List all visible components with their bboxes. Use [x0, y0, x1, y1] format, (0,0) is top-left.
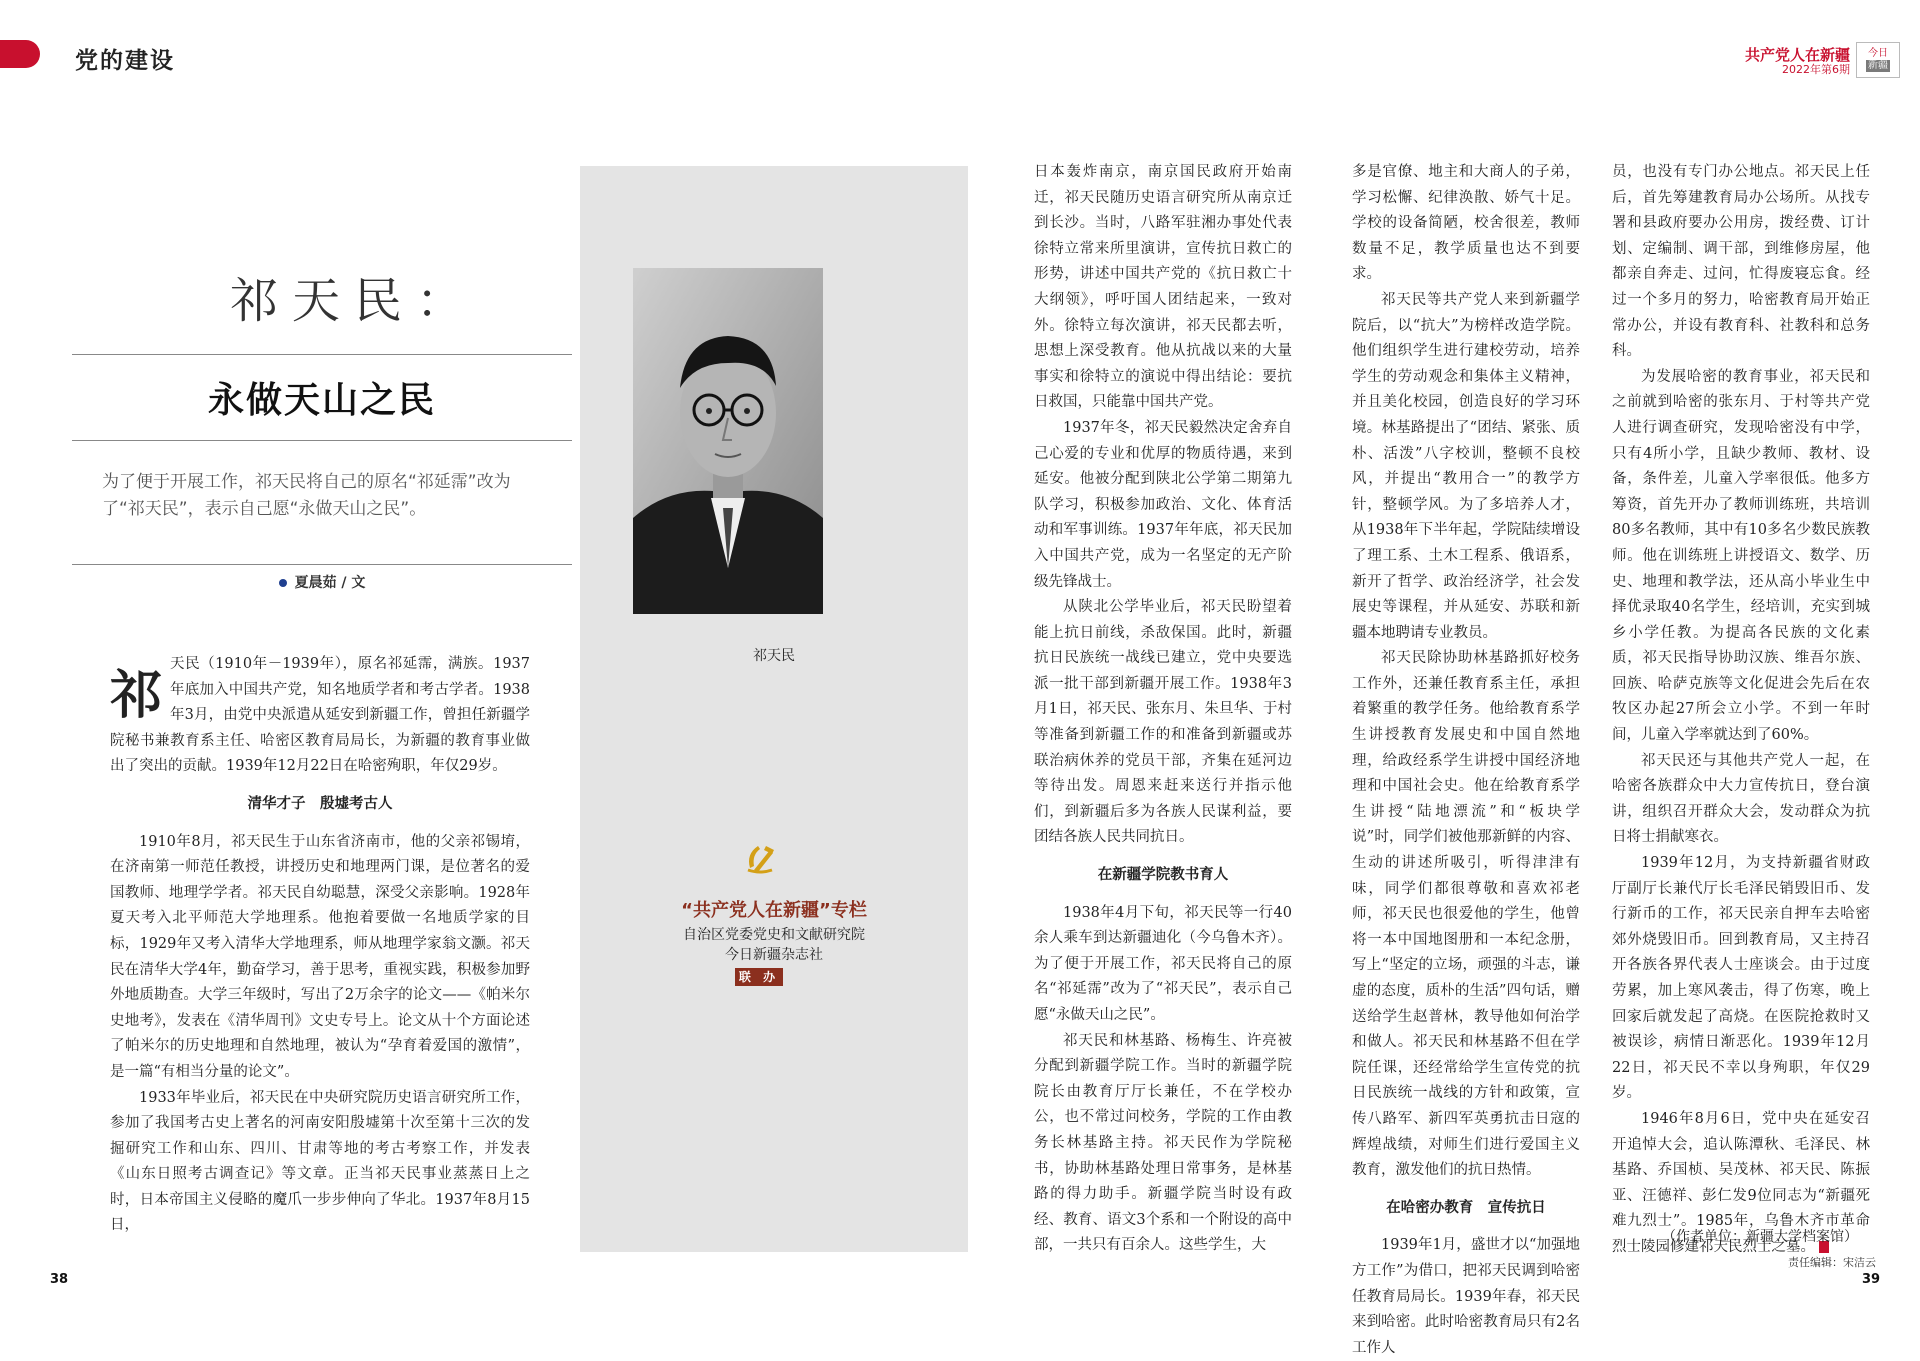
magazine-logo: [1856, 42, 1900, 78]
byline-text: 夏晨茹 / 文: [294, 575, 366, 591]
magazine-title: 共产党人在新疆: [1744, 46, 1850, 64]
section-heading-1: 清华才子 殷墟考古人: [247, 795, 393, 812]
magazine-issue: 2022年第6期: [1782, 63, 1850, 76]
paragraph: 从陕北公学毕业后，祁天民盼望着能上抗日前线，杀敌保国。此时，新疆抗日民族统一战线已建立，党中央要选派一批干部到新疆开展工作。1938年3月1日，祁天民、张东月、朱旦华、于村等准备到新疆工作的和准备到新疆或苏联治病休养的党员干部，齐集在延河边等待出发。周恩来赶来送行并指示他们，到新疆后多为各族人民谋利益，要团结各族人民共同抗日。: [1034, 599, 1292, 846]
section-heading-2: 在新疆学院教书育人: [1097, 867, 1229, 884]
paragraph: 1910年8月，祁天民生于山东省济南市，他的父亲祁锡堉，在济南第一师范任教授，讲授历史和地理两门课，是位著名的爱国教师、地理学学者。祁天民自幼聪慧，深受父亲影响。1928年夏天考入北平师范大学地理系。他抱着要做一名地质学家的目标，1929年又考入清华大学地理系，师从地理学家翁文灏。祁天民在清华大学4年，勤奋学习，善于思考，重视实践，积极参加野外地质勘查。大学三年级时，写出了2万余字的论文——《帕米尔史地考》，发表在《清华周刊》文史专号上。论文从十个方面论述了帕米尔的历史地理和自然地理，被认为“孕育着爱国的激情”，是一篇“有相当分量的论文”。: [110, 833, 530, 1080]
paragraph: 为发展哈密的教育事业，祁天民和之前就到哈密的张东月、于村等共产党人进行调查研究，发现哈密没有中学，只有4所小学，且缺少教师、教材、设备，条件差，儿童入学率很低。他多方筹资，首先开办了教师训练班，共培训80多名教师，其中有10多名少数民族教师。他在训练班上讲授语文、数学、历史、地理和教学法，还从高小毕业生中择优录取40名学生，经培训，充实到城乡小学任教。为提高各民族的文化素质，祁天民指导协助汉族、维吾尔族、回族、哈萨克族等文化促进会先后在农牧区办起27所会立小学。不到一年时间，儿童入学率就达到了60%。: [1612, 368, 1870, 744]
paragraph: 日本轰炸南京，南京国民政府开始南迁，祁天民随历史语言研究所从南京迁到长沙。当时，八路军驻湘办事处代表徐特立常来所里演讲，宣传抗日救亡的形势，讲述中国共产党的《抗日救亡十大纲领》，呼吁国人团结起来，一致对外。徐特立每次演讲，祁天民都去听，思想上深受教育。他从抗战以来的大量事实和徐特立的演说中得出结论：要抗日救国，只能靠中国共产党。: [1034, 164, 1292, 411]
portrait-illustration: [633, 268, 823, 614]
byline-rule: [72, 564, 572, 565]
title-rule-bottom: [72, 440, 572, 441]
paragraph: 1938年4月下旬，祁天民等一行40余人乘车到达新疆迪化（今乌鲁木齐）。为了便于开展工作，祁天民将自己的原名“祁延霈”改为了“祁天民”，表示自己愿“永做天山之民”。: [1034, 904, 1292, 1023]
photo-caption: 祁天民: [753, 648, 795, 664]
co-organized-badge: 联 办: [735, 968, 783, 986]
byline: [72, 572, 572, 592]
article-intro: 为了便于开展工作，祁天民将自己的原名“祁延霈”改为了“祁天民”，表示自己愿“永做天山之民”。: [102, 472, 511, 519]
paragraph: 多是官僚、地主和大商人的子弟，学习松懈、纪律涣散、娇气十足。学校的设备简陋，校舍很差，教师数量不足，教学质量也达不到要求。: [1352, 164, 1580, 283]
article-title: 祁天民：: [230, 273, 479, 329]
logo-line2: 新疆: [1868, 60, 1888, 71]
drop-cap: 祁: [110, 665, 163, 726]
lead-paragraph: 天民（1910年－1939年），原名祁延霈，满族。1937年底加入中国共产党，知名地质学者和考古学者。1938年3月，由党中央派遣从延安到新疆工作，曾担任新疆学院秘书兼教育系主任、哈密区教育局局长，为新疆的教育事业做出了突出的贡献。1939年12月22日在哈密殉职，年仅29岁。: [110, 656, 530, 775]
organizer-2: 今日新疆杂志社: [725, 947, 823, 963]
section-heading-3: 在哈密办教育 宣传抗日: [1386, 1199, 1546, 1216]
paragraph: 1939年1月，盛世才以“加强地方工作”为借口，把祁天民调到哈密任教育局局长。1939年春，祁天民来到哈密。此时哈密教育局只有2名工作人: [1352, 1237, 1580, 1356]
column-3: [1352, 160, 1580, 1361]
organizer-1: 自治区党委党史和文献研究院: [683, 927, 865, 943]
author-unit: （作者单位：新疆大学档案馆）: [1662, 1229, 1858, 1245]
page-number-right: 39: [1862, 1272, 1881, 1287]
article-subtitle: 永做天山之民: [207, 380, 436, 421]
paragraph: 员，也没有专门办公地点。祁天民上任后，首先筹建教育局办公场所。从找专署和县政府要办公用房，拨经费、订计划、定编制、调干部，到维修房屋，他都亲自奔走、过问，忙得废寝忘食。经过一个多月的努力，哈密教育局开始正常办公，并设有教育科、社教科和总务科。: [1612, 164, 1870, 360]
column-title: “共产党人在新疆”专栏: [681, 900, 867, 921]
editor-credit: 责任编辑：宋洁云: [1788, 1256, 1876, 1269]
paragraph: 祁天民等共产党人来到新疆学院后，以“抗大”为榜样改造学院。他们组织学生进行建校劳动，培养学生的劳动观念和集体主义精神，并且美化校园，创造良好的学习环境。林基路提出了“团结、紧张、质朴、活泼”八字校训，整顿不良校风，并提出“教用合一”的教学方针，整顿学风。为了多培养人才，从1938年下半年起，学院陆续增设了理工系、土木工程系、俄语系，新开了哲学、政治经济学，社会发展史等课程，并从延安、苏联和新疆本地聘请专业教员。: [1352, 291, 1580, 641]
title-rule-top: [72, 354, 572, 355]
party-emblem-icon: [742, 840, 778, 876]
paragraph: 祁天民除协助林基路抓好校务工作外，还兼任教育系主任，承担着繁重的教学任务。他给教育系学生讲授教育发展史和中国自然地理，给政经系学生讲授中国经济地理和中国社会史。他在给教育系学生讲授“陆地漂流”和“板块学说”时，同学们被他那新鲜的内容、生动的讲述所吸引，听得津津有味，同学们都很尊敬和喜欢祁老师，祁天民也很爱他的学生，他曾将一本中国地图册和一本纪念册，写上“坚定的立场，顽强的斗志，谦虚的态度，质朴的生活”四句话，赠送给学生赵普林，教导他如何治学和做人。祁天民和林基路不但在学院任课，还经常给学生宣传党的抗日民族统一战线的方针和政策，宣传八路军、新四军英勇抗击日寇的辉煌战绩，对师生们进行爱国主义教育，激发他们的抗日热情。: [1352, 650, 1580, 1179]
paragraph-text: 1946年8月6日，党中央在延安召开追悼大会，追认陈潭秋、毛泽民、林基路、乔国桢、吴茂林、祁天民、陈振亚、汪德祥、彭仁发9位同志为“新疆死难九烈士”。1985年，乌鲁木齐市革命烈士陵园修建祁天民烈士之墓。: [1612, 1110, 1870, 1255]
byline-dot: [279, 579, 287, 587]
section-marker: [0, 40, 40, 68]
paragraph: 1937年冬，祁天民毅然决定舍弃自己心爱的专业和优厚的物质待遇，来到延安。他被分配到陕北公学第二期第九队学习，积极参加政治、文化、体育活动和军事训练。1937年年底，祁天民加入中国共产党，成为一名坚定的无产阶级先锋战士。: [1034, 419, 1292, 590]
paragraph: 1939年12月，为支持新疆省财政厅副厅长兼代厅长毛泽民销毁旧币、发行新币的工作，祁天民亲自押车去哈密郊外烧毁旧币。回到教育局，又主持召开各族各界代表人士座谈会。由于过度劳累，加上寒风袭击，得了伤寒，晚上回家后就发起了高烧。在医院抢救时又被误诊，病情日渐恶化。1939年12月22日，祁天民不幸以身殉职，年仅29岁。: [1612, 855, 1870, 1102]
column-4: [1612, 160, 1870, 1261]
paragraph: 祁天民还与其他共产党人一起，在哈密各族群众中大力宣传抗日，登台演讲，组织召开群众大会，发动群众为抗日将士捐献寒衣。: [1612, 752, 1870, 846]
column-1: [110, 652, 530, 1239]
section-label: 党的建设: [75, 47, 175, 74]
logo-line1: 今日: [1868, 48, 1888, 59]
column-2: [1034, 160, 1292, 1259]
paragraph: 1933年毕业后，祁天民在中央研究院历史语言研究所工作，参加了我国考古史上著名的河南安阳殷墟第十次至第十三次的发掘研究工作和山东、四川、甘肃等地的考古考察工作，并发表《山东日照考古调查记》等文章。正当祁天民事业蒸蒸日上之时，日本帝国主义侵略的魔爪一步步伸向了华北。1937年8月15日，: [110, 1089, 530, 1234]
portrait-photo: [633, 268, 823, 614]
paragraph: 祁天民和林基路、杨梅生、许亮被分配到新疆学院工作。当时的新疆学院院长由教育厅厅长兼任，不在学校办公，也不常过问校务，学院的工作由教务长林基路主持。祁天民作为学院秘书，协助林基路处理日常事务，是林基路的得力助手。新疆学院当时设有政经、教育、语文3个系和一个附设的高中部，一共只有百余人。这些学生，大: [1034, 1032, 1292, 1254]
page-number-left: 38: [50, 1272, 69, 1287]
